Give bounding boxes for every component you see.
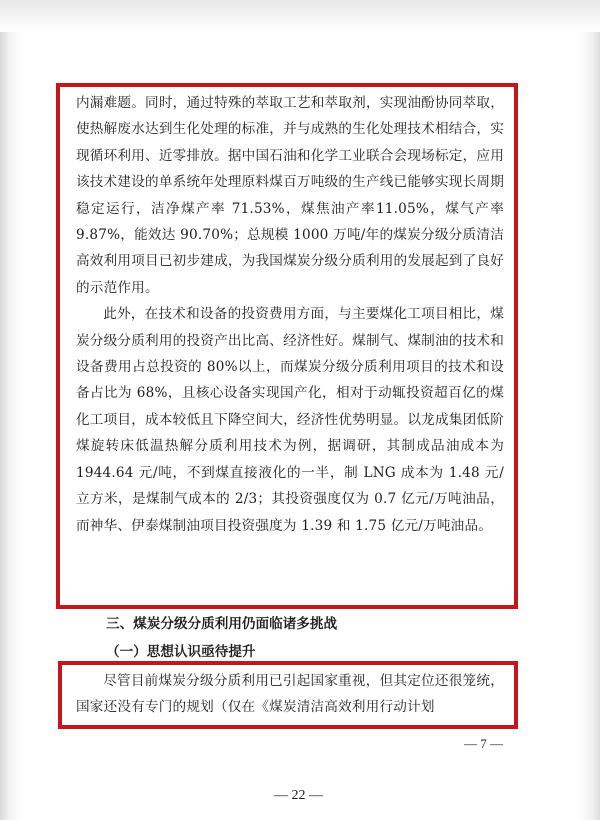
paragraph-3: 尽管目前煤炭分级分质利用已引起国家重视，但其定位还很笼统，国家还没有专门的规划（仅在《煤炭清洁高效利用行动计划 — [76, 673, 504, 716]
paragraph-2: 此外，在技术和设备的投资费用方面，与主要煤化工项目相比，煤炭分级分质利用的投资产出比高、经济性好。煤制气、煤制油的技术和设备费用占总投资的 80%以上，而煤炭分级分质利用项目的技术和设备占比为 68%，且核心设备实现国产化，相对于动辄投资超百亿的煤化工项目，成本较低且下降空间大，经济性优势明显。以龙成集团低阶煤旋转床低温热解分质利用技术为例，据调研，其制成品油成本为 1944.64 元/吨，不到煤直接液化的一半，制 LNG 成本为 1.48 元/立方米，是煤制气成本的 2/3；其投资强度仅为 0.7 亿元/万吨油品，而神华、伊泰煤制油项目投资强度为 1.39 和 1.75 亿元/万吨油品。 — [76, 306, 504, 534]
inner-page-number: — 7 — — [464, 736, 503, 751]
paragraph-1: 内漏难题。同时，通过特殊的萃取工艺和萃取剂，实现油酚协同萃取，使热解废水达到生化处理的标准，并与成熟的生化处理技术相结合，实现循环利用、近零排放。据中国石油和化学工业联合会现场标定，应用该技术建设的单系统年处理原料煤百万吨级的生产线已能够实现长周期稳定运行，洁净煤产率 71.53%，煤焦油产率11.05%，煤气产率 9.87%，能效达 90.70%；总规模 1000 万吨/年的煤炭分级分质清洁高效利用项目已初步建成，为我国煤炭分级分质利用的发展起到了良好的示范作用。 — [76, 95, 504, 296]
scan-top-edge — [0, 0, 600, 32]
subsection-heading: （一）思想认识亟待提升 — [106, 644, 256, 660]
body-block-upper — [76, 90, 504, 539]
body-block-lower — [76, 668, 504, 721]
section-heading: 三、煤炭分级分质利用仍面临诸多挑战 — [106, 616, 338, 632]
outer-page-number: — 22 — — [274, 788, 323, 803]
